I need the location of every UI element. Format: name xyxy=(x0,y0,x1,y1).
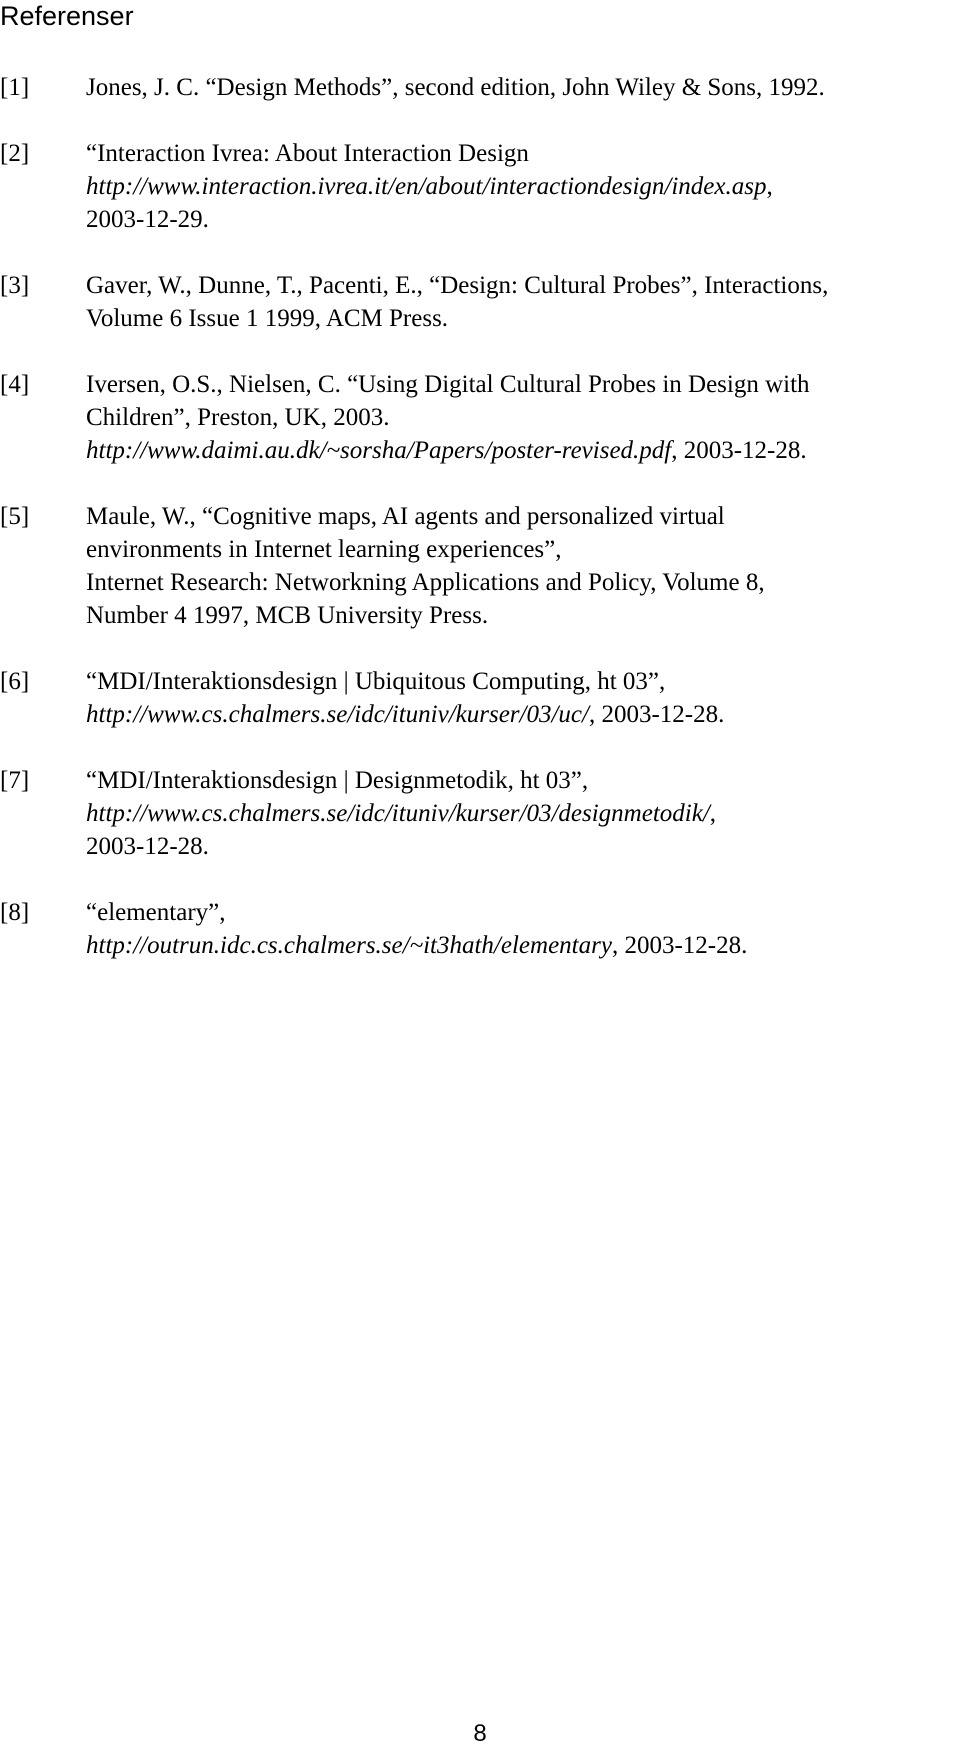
reference-list xyxy=(0,71,950,995)
reference-number: [6] xyxy=(0,668,30,695)
reference-text: , xyxy=(766,173,773,200)
reference-item xyxy=(0,764,950,863)
reference-line xyxy=(86,170,950,203)
reference-text: Number 4 1997, MCB University Press. xyxy=(86,602,489,629)
reference-line xyxy=(86,302,950,335)
reference-text: 2003-12-29. xyxy=(86,206,209,233)
reference-url: http://www.cs.chalmers.se/idc/ituniv/kurser/03/uc/ xyxy=(86,701,589,728)
reference-number: [5] xyxy=(0,503,30,530)
reference-item xyxy=(0,137,950,236)
page-number: 8 xyxy=(473,1720,487,1747)
reference-number: [3] xyxy=(0,272,30,299)
reference-number: [4] xyxy=(0,371,30,398)
reference-line xyxy=(86,368,950,401)
reference-item xyxy=(0,71,950,104)
reference-line xyxy=(86,698,950,731)
reference-line xyxy=(86,269,950,302)
reference-text: , 2003-12-28. xyxy=(588,701,725,728)
reference-number: [1] xyxy=(0,74,30,101)
reference-text: Children”, Preston, UK, 2003. xyxy=(86,404,390,431)
reference-text: Volume 6 Issue 1 1999, ACM Press. xyxy=(86,305,449,332)
reference-line xyxy=(86,401,950,434)
reference-text: 2003-12-28. xyxy=(86,833,209,860)
reference-text: Maule, W., “Cognitive maps, AI agents and personalized virtual xyxy=(86,503,725,530)
reference-text: “elementary”, xyxy=(86,899,226,926)
reference-line xyxy=(86,203,950,236)
reference-line xyxy=(86,71,950,104)
reference-line xyxy=(86,797,950,830)
reference-number: [2] xyxy=(0,140,30,167)
reference-line xyxy=(86,929,950,962)
reference-item xyxy=(0,500,950,632)
reference-line xyxy=(86,896,950,929)
reference-text: environments in Internet learning experiences”, xyxy=(86,536,562,563)
reference-text: Iversen, O.S., Nielsen, C. “Using Digital Cultural Probes in Design with xyxy=(86,371,810,398)
reference-item xyxy=(0,269,950,335)
reference-line xyxy=(86,830,950,863)
reference-text: , 2003-12-28. xyxy=(671,437,807,464)
page-heading: Referenser xyxy=(0,1,134,31)
reference-item xyxy=(0,896,950,962)
reference-text: “Interaction Ivrea: About Interaction Design xyxy=(86,140,529,167)
reference-text: Internet Research: Networkning Applications and Policy, Volume 8, xyxy=(86,569,765,596)
reference-text: Jones, J. C. “Design Methods”, second edition, John Wiley & Sons, 1992. xyxy=(86,74,825,101)
reference-url: http://www.cs.chalmers.se/idc/ituniv/kurser/03/designmetodik/ xyxy=(86,800,710,827)
reference-number: [8] xyxy=(0,899,30,926)
reference-line xyxy=(86,137,950,170)
reference-line xyxy=(86,665,950,698)
reference-text: , xyxy=(709,800,717,827)
reference-line xyxy=(86,599,950,632)
reference-url: http://www.daimi.au.dk/~sorsha/Papers/poster-revised.pdf xyxy=(86,437,672,464)
reference-number: [7] xyxy=(0,767,30,794)
reference-url: http://outrun.idc.cs.chalmers.se/~it3hath/elementary xyxy=(86,932,612,959)
reference-line xyxy=(86,500,950,533)
reference-line xyxy=(86,764,950,797)
reference-url: http://www.interaction.ivrea.it/en/about/interactiondesign/index.asp xyxy=(86,173,767,200)
reference-line xyxy=(86,566,950,599)
reference-line xyxy=(86,533,950,566)
reference-item xyxy=(0,665,950,731)
reference-item xyxy=(0,368,950,467)
reference-text: “MDI/Interaktionsdesign | Designmetodik, ht 03”, xyxy=(86,767,589,794)
reference-text: , 2003-12-28. xyxy=(611,932,748,959)
reference-line xyxy=(86,434,950,467)
reference-text: “MDI/Interaktionsdesign | Ubiquitous Computing, ht 03”, xyxy=(86,668,666,695)
reference-text: Gaver, W., Dunne, T., Pacenti, E., “Design: Cultural Probes”, Interactions, xyxy=(86,272,829,299)
